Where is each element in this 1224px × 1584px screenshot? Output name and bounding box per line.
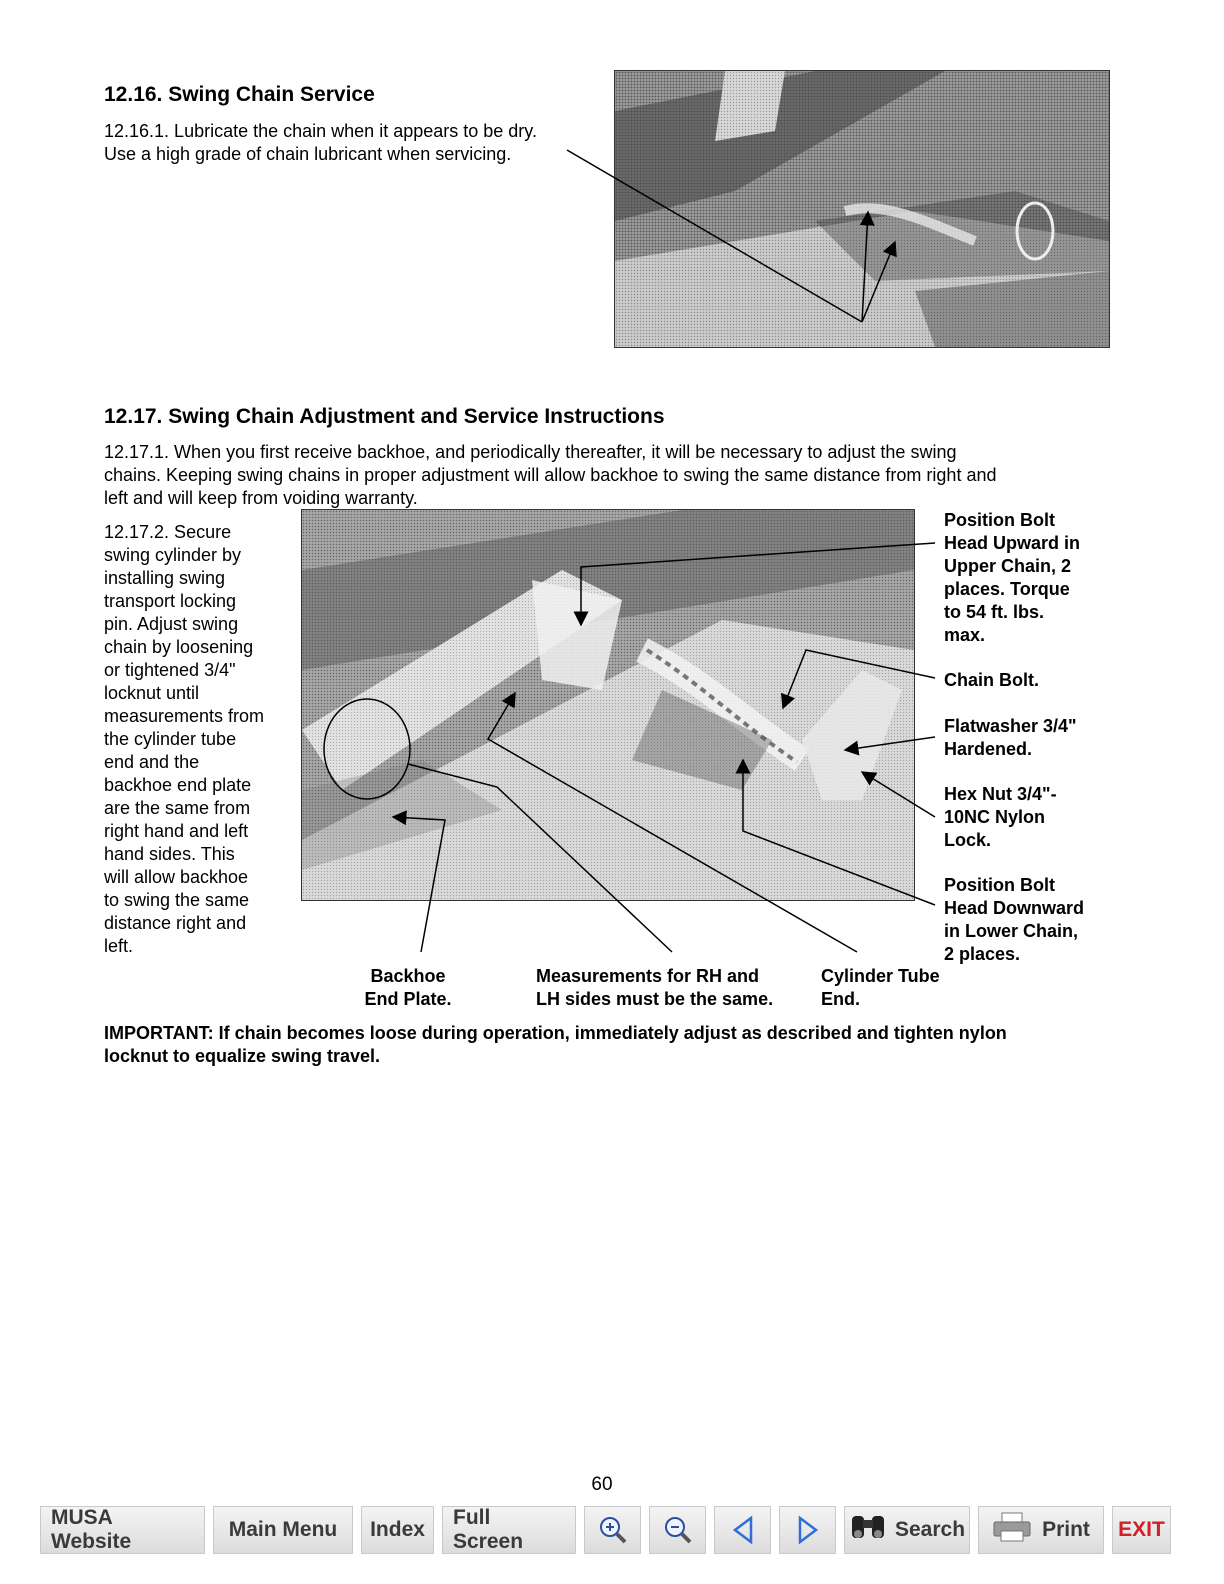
text-line: locknut until: [104, 683, 200, 703]
callout-lower-chain: [944, 874, 1084, 966]
exit-button[interactable]: [1112, 1506, 1171, 1554]
previous-page-button[interactable]: [714, 1506, 771, 1554]
section-heading-12-16: 12.16. Swing Chain Service: [104, 83, 375, 106]
text-line: Measurements for RH and: [536, 966, 760, 986]
text-line: Lock.: [944, 830, 992, 850]
text-line: in Lower Chain,: [944, 921, 1079, 941]
text-line: backhoe end plate: [104, 775, 252, 795]
text-line: LH sides must be the same.: [536, 989, 774, 1009]
text-line: transport locking: [104, 591, 237, 611]
text-line: hand sides. This: [104, 844, 235, 864]
text-line: locknut to equalize swing travel.: [104, 1046, 381, 1066]
button-label: MUSA Website: [51, 1506, 132, 1553]
left-arrow-icon: [731, 1515, 755, 1545]
zoom-out-button[interactable]: [649, 1506, 706, 1554]
text-line: end and the: [104, 752, 200, 772]
callout-measurements: [536, 965, 773, 1011]
main-menu-button[interactable]: [213, 1506, 353, 1554]
button-label: Main Menu: [228, 1518, 338, 1541]
page-number: 60: [591, 1474, 613, 1495]
text-line: 2 places.: [944, 944, 1021, 964]
text-line: 12.17.2. Secure: [104, 522, 232, 542]
text-line: Cylinder Tube: [821, 966, 940, 986]
photo1-leader-lines: [0, 0, 1224, 400]
button-label: EXIT: [1118, 1518, 1165, 1541]
button-label: Full Screen: [453, 1506, 524, 1553]
text-line: Position Bolt: [944, 510, 1055, 530]
zoom-in-button[interactable]: [584, 1506, 641, 1554]
next-page-button[interactable]: [779, 1506, 836, 1554]
text-line: Head Upward in: [944, 533, 1081, 553]
button-label: Search: [894, 1518, 966, 1541]
zoom-in-icon: [598, 1515, 628, 1545]
text-line: Backhoe: [370, 966, 446, 986]
text-line: to 54 ft. lbs.: [944, 602, 1045, 622]
callout-flatwasher: [944, 715, 1077, 761]
zoom-out-icon: [663, 1515, 693, 1545]
text-line: the cylinder tube: [104, 729, 237, 749]
text-line: Flatwasher 3/4": [944, 716, 1077, 736]
text-line: End Plate.: [364, 989, 452, 1009]
musa-website-button[interactable]: [40, 1506, 205, 1554]
text-line: installing swing: [104, 568, 226, 588]
text-line: are the same from: [104, 798, 251, 818]
text-line: 12.16.1. Lubricate the chain when it appears to be dry.: [104, 121, 537, 141]
printer-icon: [992, 1511, 1034, 1549]
binoculars-icon: [849, 1512, 887, 1548]
text-line: right hand and left: [104, 821, 249, 841]
text-line: 12.17.1. When you first receive backhoe, and periodically thereafter, it will be necessary to adjust the swing: [104, 442, 957, 462]
text-line: IMPORTANT: If chain becomes loose during operation, immediately adjust as described and tighten nylon: [104, 1023, 1007, 1043]
text-line: left.: [104, 936, 134, 956]
section-heading-12-17: 12.17. Swing Chain Adjustment and Service Instructions: [104, 405, 665, 428]
navigation-bar: [40, 1506, 1176, 1556]
text-line: or tightened 3/4": [104, 660, 236, 680]
text-line: chains. Keeping swing chains in proper adjustment will allow backhoe to swing the same distance from right and: [104, 465, 997, 485]
text-line: Head Downward: [944, 898, 1085, 918]
important-note: [104, 1022, 1114, 1068]
button-label: Index: [370, 1518, 425, 1541]
text-line: 10NC Nylon: [944, 807, 1046, 827]
full-screen-button[interactable]: [442, 1506, 576, 1554]
text-line: to swing the same: [104, 890, 250, 910]
button-label: Print: [1042, 1518, 1090, 1541]
text-line: max.: [944, 625, 986, 645]
text-line: Upper Chain, 2: [944, 556, 1072, 576]
text-line: Use a high grade of chain lubricant when servicing.: [104, 144, 512, 164]
text-line: left and will keep from voiding warranty.: [104, 488, 418, 508]
callout-chain-bolt: Chain Bolt.: [944, 670, 1039, 690]
text-line: pin. Adjust swing: [104, 614, 239, 634]
text-line: distance right and: [104, 913, 247, 933]
text-line: measurements from: [104, 706, 265, 726]
right-arrow-icon: [796, 1515, 820, 1545]
text-line: swing cylinder by: [104, 545, 242, 565]
text-line: Hex Nut 3/4"-: [944, 784, 1057, 804]
callout-hex-nut: [944, 783, 1057, 852]
text-line: chain by loosening: [104, 637, 254, 657]
text-line: Hardened.: [944, 739, 1033, 759]
print-button[interactable]: [978, 1506, 1104, 1554]
text-line: will allow backhoe: [104, 867, 249, 887]
text-line: End.: [821, 989, 860, 1009]
text-line: places. Torque: [944, 579, 1070, 599]
index-button[interactable]: [361, 1506, 434, 1554]
callout-cylinder-tube-end: [821, 965, 940, 1011]
callout-upper-chain: [944, 509, 1080, 647]
search-button[interactable]: [844, 1506, 970, 1554]
text-line: Position Bolt: [944, 875, 1055, 895]
callout-backhoe-end-plate: [356, 965, 460, 1011]
